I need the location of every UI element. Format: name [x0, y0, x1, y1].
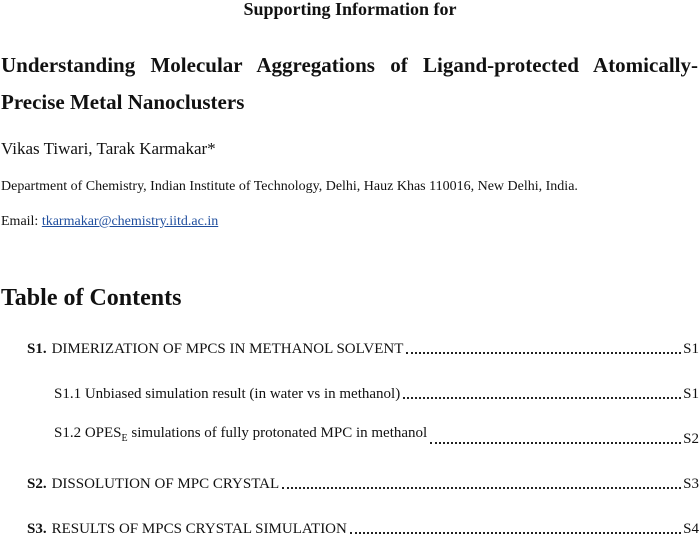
toc-section-title: RESULTS OF MPCS CRYSTAL SIMULATION	[51, 521, 347, 537]
toc-entry-s3[interactable]	[27, 519, 699, 539]
paper-title-line-2: Precise Metal Nanoclusters	[1, 90, 245, 114]
toc-section-number: S1.	[27, 341, 47, 357]
supporting-information-heading: Supporting Information for	[243, 0, 457, 19]
toc-entry-label	[27, 339, 403, 359]
toc-entry-label	[27, 519, 347, 539]
toc-entry-s1[interactable]	[27, 339, 699, 359]
toc-dot-leader	[406, 352, 681, 354]
toc-section-title: S1.1 Unbiased simulation result (in water vs in methanol)	[54, 386, 401, 402]
toc-entry-s1-2[interactable]	[54, 425, 699, 449]
toc-dot-leader	[350, 532, 681, 534]
toc-section-number: S2.	[27, 476, 47, 492]
toc-entry-label	[27, 474, 279, 494]
toc-page-number: S4	[683, 521, 699, 537]
paper-title-line-1: Understanding Molecular Aggregations of Ligand-protected Atomically-	[1, 53, 698, 77]
toc-title-subscript: E	[121, 433, 128, 444]
toc-dot-leader	[430, 442, 681, 444]
authors: Vikas Tiwari, Tarak Karmakar*	[1, 139, 216, 158]
toc-dot-leader	[282, 487, 681, 489]
toc-section-number: S3.	[27, 521, 47, 537]
toc-page-number: S1	[683, 341, 699, 357]
toc-section-title: DIMERIZATION OF MPCS IN METHANOL SOLVENT	[51, 341, 404, 357]
toc-page-number: S1	[683, 386, 699, 402]
affiliation: Department of Chemistry, Indian Institute of Technology, Delhi, Hauz Khas 110016, New Delhi, India.	[1, 179, 578, 194]
toc-entry-s1-1[interactable]	[54, 384, 699, 404]
toc-page-number: S2	[683, 431, 699, 447]
toc-title-end: simulations of fully protonated MPC in methanol	[127, 425, 428, 441]
toc-section-title	[54, 423, 427, 449]
paper-title	[1, 47, 698, 121]
toc-title-start: S1.2 OPES	[54, 425, 122, 441]
email-line	[1, 212, 218, 232]
toc-dot-leader	[403, 397, 681, 399]
toc-section-title: DISSOLUTION OF MPC CRYSTAL	[51, 476, 280, 492]
email-link[interactable]: tkarmakar@chemistry.iitd.ac.in	[41, 214, 219, 229]
toc-page-number: S3	[683, 476, 699, 492]
email-label: Email:	[1, 214, 39, 229]
toc-entry-s2[interactable]	[27, 474, 699, 494]
table-of-contents-heading: Table of Contents	[1, 285, 182, 311]
